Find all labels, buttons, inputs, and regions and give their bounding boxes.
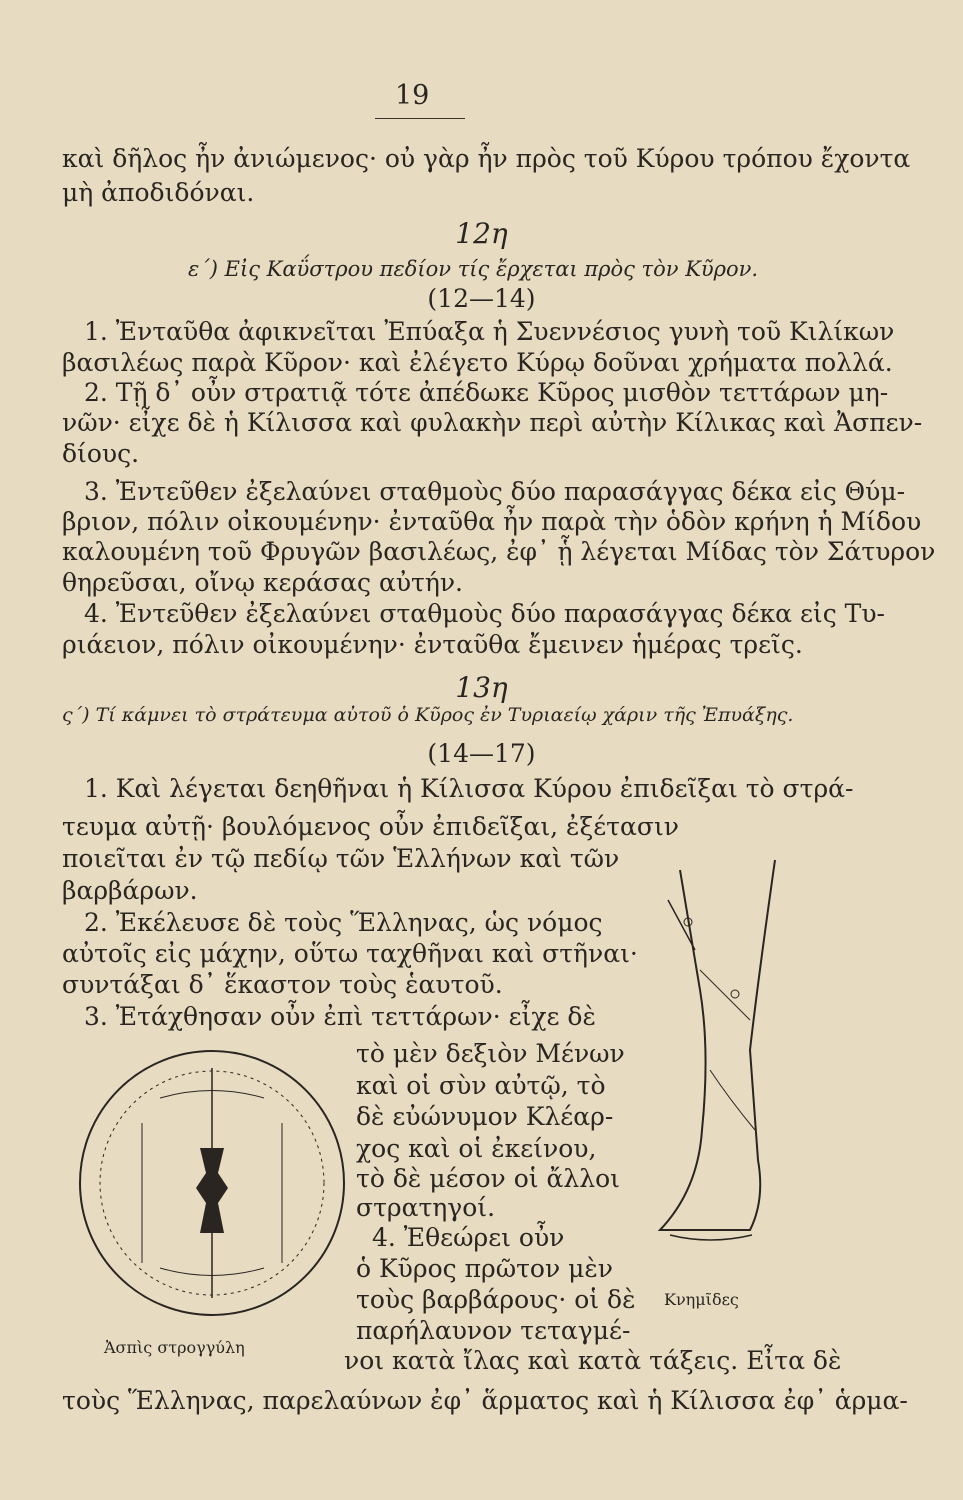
text-line: τὸ μὲν δεξιὸν Μένων bbox=[356, 1039, 625, 1068]
text-line: χος καὶ οἱ ἐκείνου, bbox=[356, 1134, 597, 1163]
text-line: 4. Ἐντεῦθεν ἐξελαύνει σταθμοὺς δύο παρασάγγας δέκα εἰς Τυ- bbox=[84, 599, 885, 628]
text-line: βριον, πόλιν οἰκουμένην· ἐνταῦθα ἦν παρὰ τὴν ὁδὸν κρήνη ἡ Μίδου bbox=[62, 507, 922, 536]
section-heading: ε΄) Εἰς Καΰστρου πεδίον τίς ἔρχεται πρὸς τὸν Κῦρον. bbox=[188, 257, 759, 281]
greave-illustration bbox=[640, 830, 790, 1270]
text-line: ὁ Κῦρος πρῶτον μὲν bbox=[356, 1254, 613, 1283]
page-number-rule bbox=[375, 118, 465, 119]
text-line: τὸ δὲ μέσον οἱ ἄλλοι bbox=[356, 1164, 620, 1193]
text-line: νῶν· εἶχε δὲ ἡ Κίλισσα καὶ φυλακὴν περὶ αὐτὴν Κίλικας καὶ Ἀσπεν- bbox=[62, 408, 923, 437]
text-line: μὴ ἀποδιδόναι. bbox=[62, 178, 255, 207]
text-line: νοι κατὰ ἴλας καὶ κατὰ τάξεις. Εἶτα δὲ bbox=[344, 1346, 842, 1375]
section-heading: ς΄) Τί κάμνει τὸ στράτευμα αὐτοῦ ὁ Κῦρος ἐν Τυριαείῳ χάριν τῆς Ἐπυάξης. bbox=[62, 704, 794, 726]
verse-range: (12—14) bbox=[427, 284, 536, 313]
text-line: καὶ δῆλος ἦν ἀνιώμενος· οὐ γὰρ ἦν πρὸς τοῦ Κύρου τρόπου ἔχοντα bbox=[62, 144, 911, 173]
text-line: τοὺς βαρβάρους· οἱ δὲ bbox=[356, 1285, 636, 1314]
verse-range: (14—17) bbox=[427, 739, 536, 768]
text-line: 4. Ἐθεώρει οὖν bbox=[372, 1223, 565, 1252]
lesson-number: 12η bbox=[455, 217, 508, 250]
text-line: καὶ οἱ σὺν αὐτῷ, τὸ bbox=[356, 1071, 606, 1100]
text-line: δὲ εὐώνυμον Κλέαρ- bbox=[356, 1102, 614, 1131]
text-line: δίους. bbox=[62, 439, 140, 468]
text-line: καλουμένη τοῦ Φρυγῶν βασιλέως, ἐφ᾿ ᾗ λέγεται Μίδας τὸν Σάτυρον bbox=[62, 537, 936, 566]
text-line: αὐτοῖς εἰς μάχην, οὕτω ταχθῆναι καὶ στῆναι· bbox=[62, 939, 638, 968]
page-number: 19 bbox=[395, 80, 430, 111]
greave-caption: Κνημῖδες bbox=[664, 1290, 739, 1309]
text-line: τοὺς Ἕλληνας, παρελαύνων ἐφ᾿ ἅρματος καὶ ἡ Κίλισσα ἐφ᾿ ἁρμα- bbox=[62, 1386, 908, 1415]
text-line: 1. Καὶ λέγεται δεηθῆναι ἡ Κίλισσα Κύρου ἐπιδεῖξαι τὸ στρά- bbox=[84, 774, 854, 803]
text-line: στρατηγοί. bbox=[356, 1193, 496, 1222]
text-line: βαρβάρων. bbox=[62, 876, 198, 905]
text-line: ποιεῖται ἐν τῷ πεδίῳ τῶν Ἑλλήνων καὶ τῶν bbox=[62, 844, 620, 873]
text-line: συντάξαι δ᾿ ἕκαστον τοὺς ἑαυτοῦ. bbox=[62, 970, 503, 999]
text-line: ριάειον, πόλιν οἰκουμένην· ἐνταῦθα ἔμεινεν ἡμέρας τρεῖς. bbox=[62, 630, 803, 659]
text-line: 3. Ἐτάχθησαν οὖν ἐπὶ τεττάρων· εἶχε δὲ bbox=[84, 1002, 596, 1031]
text-line: βασιλέως παρὰ Κῦρον· καὶ ἐλέγετο Κύρῳ δοῦναι χρήματα πολλά. bbox=[62, 348, 893, 377]
text-line: θηρεῦσαι, οἴνῳ κεράσας αὐτήν. bbox=[62, 568, 463, 597]
text-line: 2. Τῇ δ᾿ οὖν στρατιᾷ τότε ἀπέδωκε Κῦρος μισθὸν τεττάρων μη- bbox=[84, 378, 889, 407]
shield-caption: Ἀσπὶς στρογγύλη bbox=[104, 1338, 245, 1357]
lesson-number: 13η bbox=[455, 671, 508, 704]
text-line: 1. Ἐνταῦθα ἀφικνεῖται Ἐπύαξα ἡ Συεννέσιος γυνὴ τοῦ Κιλίκων bbox=[84, 317, 895, 346]
text-line: παρήλαυνον τεταγμέ- bbox=[356, 1316, 631, 1345]
text-line: 2. Ἐκέλευσε δὲ τοὺς Ἕλληνας, ὡς νόμος bbox=[84, 908, 603, 937]
round-shield-illustration bbox=[70, 1028, 350, 1338]
text-line: τευμα αὐτῇ· βουλόμενος οὖν ἐπιδεῖξαι, ἐξέτασιν bbox=[62, 812, 679, 841]
text-line: 3. Ἐντεῦθεν ἐξελαύνει σταθμοὺς δύο παρασάγγας δέκα εἰς Θύμ- bbox=[84, 477, 906, 506]
